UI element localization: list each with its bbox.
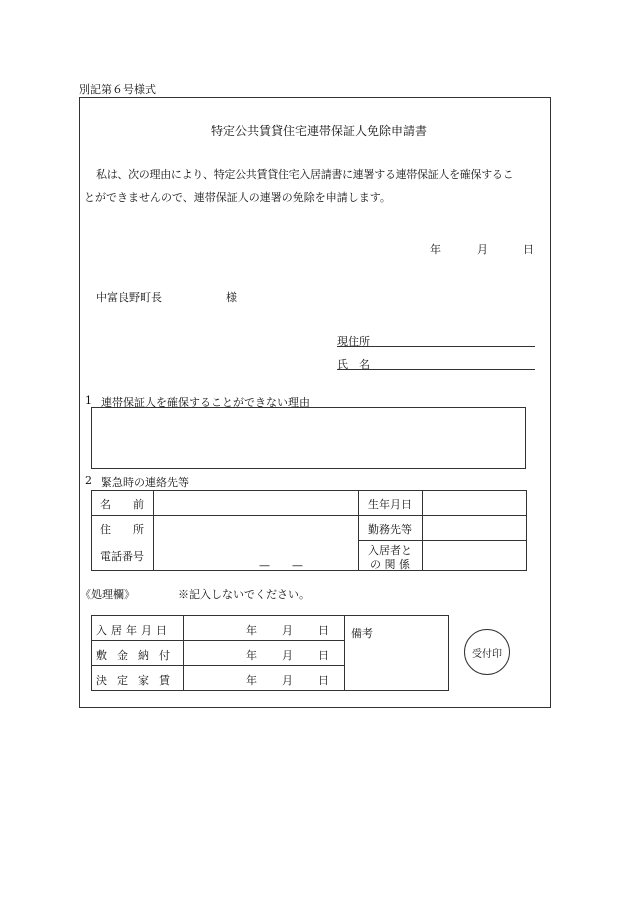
processing-col-divider [183,615,184,691]
contact-name-label: 名 前 [100,498,144,511]
contact-phone-label: 電話番号 [100,550,144,563]
section-2-label: 緊急時の連絡先等 [101,476,189,489]
reception-stamp-circle [464,629,510,675]
contact-phone-dashes: — — [259,559,303,572]
processing-header: 《処理欄》 [80,588,135,601]
contact-relation-label-1: 入居者と [368,544,412,557]
move-in-month: 月 [282,624,293,637]
contact-workplace-field[interactable] [425,518,524,537]
contact-address-phone-field[interactable] [156,518,354,568]
page-title: 特定公共賃貸住宅連帯保証人免除申請書 [211,124,428,138]
addressee-honorific: 様 [226,291,237,304]
contact-workplace-label: 勤務先等 [368,523,412,536]
form-number: 別記第６号様式 [79,83,156,96]
processing-col-divider [344,615,345,691]
section-1-label: 連帯保証人を確保することができない理由 [101,396,310,409]
applicant-address-label: 現住所 [337,335,370,348]
deposit-year: 年 [246,649,257,662]
contact-address-label: 住 所 [100,523,144,536]
section-2-number: 2 [85,474,92,487]
move-in-year: 年 [246,624,257,637]
date-year: 年 [430,243,441,256]
contact-birthdate-label: 生年月日 [368,498,412,511]
applicant-address-line[interactable] [337,346,535,347]
contact-col-divider [422,490,423,571]
applicant-name-label: 氏 名 [337,358,370,371]
rent-month: 月 [282,674,293,687]
processing-note: ※記入しないでください。 [178,588,310,601]
processing-label-deposit: 敷金納付 [96,649,180,662]
processing-label-rent: 決定家賃 [96,674,180,687]
reception-stamp-label: 受付印 [472,648,502,660]
contact-name-field[interactable] [156,493,354,512]
body-text-line-2: とができませんので、連帯保証人の連署の免除を申請します。 [84,191,391,204]
section-1-number: 1 [85,394,92,407]
remarks-label: 備考 [351,627,373,640]
contact-relation-label-2: の 関 係 [370,558,410,571]
reason-field[interactable] [91,407,526,469]
deposit-day: 日 [318,649,329,662]
rent-day: 日 [318,674,329,687]
body-text-line-1: 私は、次の理由により、特定公共賃貸住宅入居請書に連署する連帯保証人を確保するこ [96,168,514,181]
contact-relation-field[interactable] [425,543,524,568]
deposit-month: 月 [282,649,293,662]
contact-col-divider [153,490,154,571]
processing-label-move-in: 入居年月日 [96,624,171,637]
processing-row-divider [91,665,344,666]
date-month: 月 [477,243,488,256]
move-in-day: 日 [318,624,329,637]
contact-row-divider [358,540,527,541]
applicant-name-line[interactable] [337,369,535,370]
addressee-name: 中富良野町長 [96,291,162,304]
contact-birthdate-field[interactable] [425,493,524,512]
date-day: 日 [523,243,534,256]
rent-year: 年 [246,674,257,687]
contact-row-divider [91,515,527,516]
processing-row-divider [91,640,344,641]
